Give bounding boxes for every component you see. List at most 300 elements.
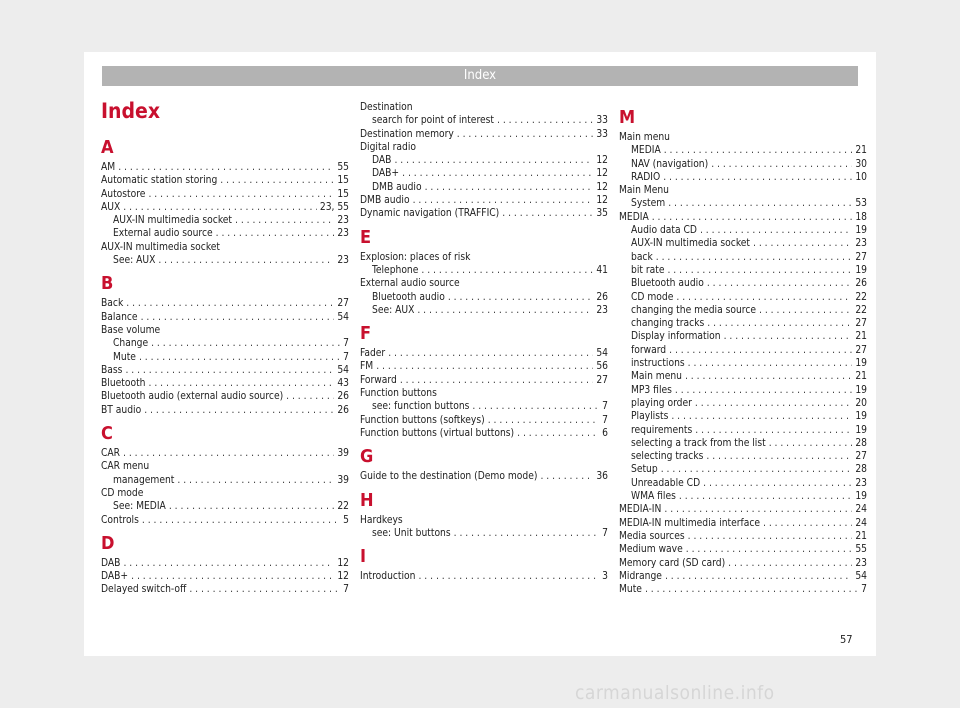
dot-leader [418, 570, 599, 583]
dot-leader [703, 477, 852, 490]
index-entry [619, 503, 867, 516]
entry-text: DAB+ [372, 168, 400, 180]
index-heading: Hardkeys [360, 514, 403, 526]
dot-leader [656, 251, 853, 264]
entry-page-ref: 21 [855, 331, 867, 343]
entry-page-ref: 20 [855, 397, 867, 409]
dot-leader [502, 207, 593, 220]
dot-leader [488, 414, 599, 427]
dot-leader [724, 330, 853, 343]
entry-page-ref: 55 [855, 544, 867, 556]
dot-leader [686, 543, 853, 556]
entry-page-ref: 23 [337, 255, 349, 267]
dot-leader [695, 424, 852, 437]
dot-leader [665, 570, 852, 583]
entry-page-ref: 28 [855, 464, 867, 476]
dot-leader [394, 154, 593, 167]
index-subentry [360, 527, 608, 540]
index-subentry [619, 264, 867, 277]
index-entry [360, 207, 608, 220]
entry-text: management [113, 474, 175, 486]
dot-leader [679, 490, 852, 503]
entry-text: AUX [101, 201, 121, 213]
dot-leader [125, 364, 334, 377]
entry-text: search for point of interest [372, 115, 495, 127]
entry-text: Telephone [372, 264, 419, 276]
entry-text: see: Unit buttons [372, 527, 451, 539]
entry-text: CD mode [631, 291, 674, 303]
entry-text: bit rate [631, 264, 665, 276]
entry-text: MEDIA-IN multimedia interface [619, 517, 761, 529]
entry-text: instructions [631, 358, 685, 370]
index-section-letter: H [360, 489, 374, 511]
dot-leader [759, 304, 852, 317]
entry-text: Bluetooth audio [372, 291, 445, 303]
index-section-letter: B [101, 273, 114, 295]
entry-page-ref: 19 [855, 491, 867, 503]
index-subentry [360, 304, 608, 317]
dot-leader [141, 311, 335, 324]
index-subentry [619, 197, 867, 210]
entry-text: See: AUX [113, 255, 156, 267]
index-subentry [360, 154, 608, 167]
dot-leader [707, 317, 852, 330]
entry-text: System [631, 198, 666, 210]
entry-text: Mute [619, 584, 642, 596]
entry-page-ref: 15 [337, 188, 349, 200]
entry-text: Media sources [619, 530, 685, 542]
entry-page-ref: 53 [855, 198, 867, 210]
entry-page-ref: 10 [855, 171, 867, 183]
dot-leader [688, 530, 853, 543]
dot-leader [126, 297, 334, 310]
entry-text: back [631, 251, 653, 263]
dot-leader [286, 390, 334, 403]
entry-page-ref: 21 [855, 371, 867, 383]
entry-page-ref: 43 [337, 378, 349, 390]
entry-page-ref: 22 [337, 501, 349, 513]
entry-page-ref: 26 [337, 391, 349, 403]
entry-text: DAB [372, 155, 392, 167]
index-entry [619, 557, 867, 570]
index-entry [360, 570, 608, 583]
entry-text: MEDIA-IN [619, 504, 662, 516]
entry-page-ref: 33 [596, 128, 608, 140]
index-entry [360, 128, 608, 141]
index-section-letter: G [360, 446, 374, 468]
entry-page-ref: 23 [855, 477, 867, 489]
entry-page-ref: 21 [855, 530, 867, 542]
entry-text: WMA files [631, 491, 676, 503]
index-subentry [619, 477, 867, 490]
dot-leader [400, 374, 594, 387]
entry-text: MEDIA [619, 211, 649, 223]
dot-leader [517, 427, 599, 440]
index-subentry [360, 264, 608, 277]
entry-text: Playlists [631, 411, 669, 423]
index-entry [360, 427, 608, 440]
dot-leader [139, 351, 340, 364]
dot-leader [652, 211, 853, 224]
dot-leader [645, 583, 858, 596]
entry-page-ref: 15 [337, 175, 349, 187]
index-subentry [360, 400, 608, 413]
entry-text: Delayed switch-off [101, 584, 187, 596]
entry-text: Bluetooth audio [631, 278, 704, 290]
index-section-letter: D [101, 532, 115, 554]
dot-leader [700, 224, 852, 237]
entry-text: forward [631, 344, 667, 356]
dot-leader [448, 291, 594, 304]
index-subentry [619, 144, 867, 157]
index-entry [101, 514, 349, 527]
dot-leader [669, 344, 852, 357]
index-entry [619, 583, 867, 596]
index-subentry [619, 277, 867, 290]
entry-page-ref: 19 [855, 358, 867, 370]
index-entry [619, 543, 867, 556]
entry-text: Forward [360, 374, 397, 386]
index-subentry [101, 214, 349, 227]
entry-page-ref: 27 [855, 451, 867, 463]
entry-text: Controls [101, 514, 139, 526]
dot-leader [661, 463, 853, 476]
entry-page-ref: 55 [337, 162, 349, 173]
entry-text: DMB audio [360, 195, 410, 207]
entry-text: selecting a track from the list [631, 437, 766, 449]
entry-text: AM [101, 162, 116, 173]
index-subentry [101, 337, 349, 350]
index-entry [360, 414, 608, 427]
entry-page-ref: 27 [855, 251, 867, 263]
dot-leader [497, 114, 593, 127]
index-subentry [619, 317, 867, 330]
entry-page-ref: 27 [337, 298, 349, 310]
entry-page-ref: 12 [337, 557, 349, 569]
index-subentry [619, 370, 867, 383]
index-entry [101, 161, 349, 174]
entry-text: DAB+ [101, 571, 129, 583]
index-column-2 [360, 101, 608, 583]
entry-page-ref: 24 [855, 517, 867, 529]
dot-leader [151, 337, 340, 350]
index-entry [360, 360, 608, 373]
entry-text: Unreadable CD [631, 477, 701, 489]
dot-leader [695, 397, 852, 410]
index-entry [101, 447, 349, 460]
page-title: Index [101, 99, 161, 123]
dot-leader [728, 557, 852, 570]
dot-leader [189, 583, 340, 596]
index-heading: Base volume [101, 324, 161, 336]
index-subentry [619, 344, 867, 357]
entry-page-ref: 36 [596, 471, 608, 483]
index-subentry [619, 424, 867, 437]
entry-text: Audio data CD [631, 225, 697, 237]
entry-page-ref: 21 [855, 145, 867, 157]
dot-leader [707, 277, 853, 290]
dot-leader [663, 171, 852, 184]
index-entry [101, 201, 349, 214]
index-heading: AUX-IN multimedia socket [101, 241, 221, 253]
index-subentry [619, 410, 867, 423]
entry-page-ref: 56 [596, 361, 608, 373]
index-section-letter: I [360, 546, 367, 568]
entry-page-ref: 19 [855, 411, 867, 423]
entry-text: Function buttons (softkeys) [360, 414, 485, 426]
entry-page-ref: 23 [337, 228, 349, 240]
dot-leader [664, 144, 853, 157]
index-entry [619, 530, 867, 543]
index-heading: Main menu [619, 132, 670, 143]
entry-page-ref: 33 [596, 115, 608, 127]
index-subentry [619, 158, 867, 171]
index-entry [360, 347, 608, 360]
watermark: carmanualsonline.info [575, 682, 775, 704]
entry-page-ref: 39 [337, 474, 349, 486]
index-subentry [619, 384, 867, 397]
dot-leader [402, 167, 593, 180]
entry-text: Function buttons (virtual buttons) [360, 427, 515, 439]
dot-leader [671, 410, 852, 423]
entry-page-ref: 54 [596, 348, 608, 360]
index-subentry [619, 291, 867, 304]
entry-text: FM [360, 361, 374, 373]
entry-text: Change [113, 338, 149, 350]
entry-text: NAV (navigation) [631, 158, 709, 170]
index-subentry [619, 450, 867, 463]
dot-leader [664, 503, 852, 516]
dot-leader [457, 128, 594, 141]
dot-leader [472, 400, 599, 413]
entry-text: changing the media source [631, 304, 757, 316]
entry-page-ref: 22 [855, 291, 867, 303]
entry-text: changing tracks [631, 318, 705, 330]
entry-page-ref: 27 [855, 344, 867, 356]
entry-text: DAB [101, 557, 121, 569]
entry-page-ref: 12 [596, 168, 608, 180]
entry-text: Display information [631, 331, 721, 343]
entry-text: Setup [631, 464, 658, 476]
dot-leader [769, 437, 853, 450]
index-heading: External audio source [360, 278, 460, 290]
entry-page-ref: 7 [343, 338, 349, 350]
index-subentry [619, 171, 867, 184]
dot-leader [421, 264, 593, 277]
entry-page-ref: 19 [855, 225, 867, 237]
entry-text: Fader [360, 348, 386, 360]
entry-page-ref: 35 [596, 208, 608, 220]
index-entry [101, 583, 349, 596]
index-subentry [360, 114, 608, 127]
index-entry [101, 377, 349, 390]
index-subentry [619, 330, 867, 343]
dot-leader [123, 447, 334, 460]
entry-page-ref: 22 [855, 304, 867, 316]
dot-leader [220, 174, 334, 187]
entry-page-ref: 7 [861, 584, 867, 596]
entry-text: selecting tracks [631, 451, 704, 463]
dot-leader [149, 377, 335, 390]
dot-leader [142, 514, 340, 527]
entry-page-ref: 7 [343, 584, 349, 596]
entry-page-ref: 27 [596, 374, 608, 386]
dot-leader [676, 291, 852, 304]
index-heading: Destination [360, 102, 413, 113]
index-section-letter: F [360, 323, 372, 345]
entry-page-ref: 23 [855, 557, 867, 569]
entry-text: See: AUX [372, 304, 415, 316]
dot-leader [667, 264, 852, 277]
entry-text: BT audio [101, 404, 142, 416]
entry-text: Bass [101, 364, 123, 376]
entry-page-ref: 39 [337, 448, 349, 460]
entry-text: Balance [101, 311, 138, 323]
entry-page-ref: 7 [602, 527, 608, 539]
index-entry [619, 211, 867, 224]
index-heading: Main Menu [619, 185, 669, 197]
index-section-letter: C [101, 423, 113, 445]
entry-text: Automatic station storing [101, 175, 218, 187]
dot-leader [685, 370, 852, 383]
dot-leader [123, 201, 317, 214]
dot-leader [675, 384, 852, 397]
index-heading: CAR menu [101, 461, 150, 473]
entry-text: Destination memory [360, 128, 454, 140]
index-subentry [619, 304, 867, 317]
entry-text: See: MEDIA [113, 501, 166, 513]
index-heading: CD mode [101, 487, 144, 499]
index-entry [101, 390, 349, 403]
entry-text: Memory card (SD card) [619, 557, 726, 569]
dot-leader [668, 197, 852, 210]
dot-leader [144, 404, 334, 417]
dot-leader [688, 357, 853, 370]
entry-text: MP3 files [631, 384, 672, 396]
index-entry [101, 297, 349, 310]
entry-text: requirements [631, 424, 693, 436]
dot-leader [454, 527, 600, 540]
entry-page-ref: 54 [855, 570, 867, 582]
entry-page-ref: 54 [337, 311, 349, 323]
dot-leader [413, 194, 594, 207]
index-subentry [101, 351, 349, 364]
index-entry [101, 557, 349, 570]
index-subentry [101, 474, 349, 487]
index-subentry [619, 251, 867, 264]
dot-leader [148, 188, 334, 201]
page-number: 57 [840, 633, 853, 646]
dot-leader [376, 360, 593, 373]
entry-page-ref: 23 [855, 238, 867, 250]
entry-text: MEDIA [631, 145, 661, 157]
dot-leader [711, 158, 852, 171]
dot-leader [216, 227, 335, 240]
entry-text: playing order [631, 397, 692, 409]
dot-leader [388, 347, 593, 360]
entry-page-ref: 18 [855, 211, 867, 223]
entry-text: Midrange [619, 570, 662, 582]
dot-leader [540, 470, 593, 483]
index-subentry [619, 224, 867, 237]
entry-text: Autostore [101, 188, 146, 200]
dot-leader [169, 500, 335, 513]
index-entry [101, 404, 349, 417]
entry-page-ref: 5 [343, 514, 349, 526]
index-subentry [101, 254, 349, 267]
entry-page-ref: 23, 55 [319, 201, 349, 213]
index-column-3 [619, 101, 867, 596]
entry-text: Back [101, 298, 124, 310]
entry-page-ref: 12 [596, 155, 608, 167]
dot-leader [123, 557, 334, 570]
index-subentry [101, 227, 349, 240]
entry-page-ref: 12 [337, 571, 349, 583]
dot-leader [118, 161, 334, 174]
entry-page-ref: 23 [337, 215, 349, 227]
index-subentry [360, 167, 608, 180]
entry-page-ref: 12 [596, 195, 608, 207]
entry-page-ref: 30 [855, 158, 867, 170]
entry-text: Medium wave [619, 544, 683, 556]
dot-leader [158, 254, 334, 267]
entry-page-ref: 19 [855, 264, 867, 276]
entry-text: AUX-IN multimedia socket [113, 215, 233, 227]
entry-text: Guide to the destination (Demo mode) [360, 471, 538, 483]
entry-page-ref: 6 [602, 427, 608, 439]
dot-leader [425, 181, 594, 194]
index-subentry [360, 181, 608, 194]
index-heading: Digital radio [360, 141, 416, 153]
index-entry [101, 364, 349, 377]
page-header: Index [102, 66, 858, 86]
entry-text: Main menu [631, 371, 682, 383]
index-entry [101, 570, 349, 583]
dot-leader [706, 450, 852, 463]
index-section-letter: E [360, 226, 372, 248]
dot-leader [753, 237, 852, 250]
entry-page-ref: 28 [855, 437, 867, 449]
entry-text: Introduction [360, 571, 416, 583]
entry-page-ref: 27 [855, 318, 867, 330]
entry-text: External audio source [113, 228, 213, 240]
index-subentry [619, 463, 867, 476]
entry-page-ref: 24 [855, 504, 867, 516]
index-section-letter: A [101, 137, 114, 158]
entry-page-ref: 26 [337, 404, 349, 416]
entry-text: Bluetooth [101, 378, 146, 390]
index-subentry [619, 437, 867, 450]
index-subentry [619, 397, 867, 410]
entry-page-ref: 3 [602, 571, 608, 583]
dot-leader [177, 474, 334, 487]
entry-page-ref: 41 [596, 264, 608, 276]
entry-page-ref: 54 [337, 364, 349, 376]
entry-page-ref: 26 [596, 291, 608, 303]
entry-page-ref: 19 [855, 384, 867, 396]
entry-text: see: function buttons [372, 401, 470, 413]
index-subentry [619, 490, 867, 503]
entry-text: Dynamic navigation (TRAFFIC) [360, 208, 500, 220]
index-entry [360, 194, 608, 207]
index-entry [360, 374, 608, 387]
entry-page-ref: 23 [596, 304, 608, 316]
dot-leader [131, 570, 334, 583]
entry-page-ref: 7 [602, 414, 608, 426]
index-subentry [101, 500, 349, 513]
index-entry [619, 517, 867, 530]
entry-text: AUX-IN multimedia socket [631, 238, 751, 250]
